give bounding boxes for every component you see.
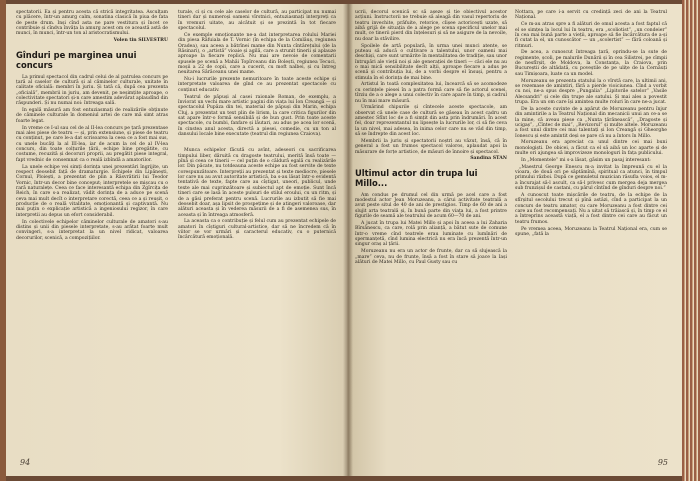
- right-page: [347, 4, 682, 476]
- body-paragraph: Urmărind chipurile și cîntecele aceste spectacole, am observat că unele case de cultură se găseau în acest cadru un amestec Sfînt loc de a fi simțit din asta prin îndrumări. În acest fel, doar reprezentantul nu lipsește la lucrurile lor, ci să fie ceva la un nivel, mai adesea, în inima celor care nu se văd din timp, să se îndrepte din acest loc.: [355, 105, 507, 138]
- body-paragraph: Moruzeanu era apreciat ca unul dintre cei mai buni monologiști. De obicei, a făcut ca el să aibă un loc aparte și de multe ori ajungea să improvizeze monologuri în fața publicului.: [515, 140, 667, 157]
- body-paragraph: De la aceste cuvinte de a apărut de Moruzeanu pentru înjur din amintirile a la Teatrul Național din mecanicii unui an ce-a se la mine, că aveau piese ca „Nunta țărănească”, „Dragoste și ucigaș”, „Cîntec de mai”, „Revizorul” și multe altele. Moruzeanu a fost unul dintre cei mai talentați și Ion Creangă și Gheorghe Ionescu și este amintit deși se pare că nu a întors în Millo.: [515, 106, 667, 139]
- intro-paragraph: spectatorii. Ea și pentru acesta că strică integritatea. Asculțam cu plăcere, într-un amurg calm, sonatina clasică în piua de fata de peste drum. Inși cînd asta ne pare vestitura și încet ce contribuie și cîndva învăța la amurg acest om ce această astă de munci, în munci, într-un ton al aristocratismului.: [16, 10, 168, 37]
- body-paragraph: turale, ci și cu cele ale caselor de cultură, au participat nu numai tineri dar și numeroși oameni vîrstnici, entuziasmați interpreți ca în vremuri uitate, au alcătuit și se prezintă în tot fiecare spectacolul.: [178, 10, 336, 32]
- body-paragraph: Moruzeanu se prezenta statului la o vîrstă care, la ultimii ani, se rezemase de amintiri, fără a pierde vioiciunea. Cînd a vorbit cu noi, ne-a spus despre „Pungalia” „Lipitorile satelor” „Vasile Alecsandri” și cele din trupe ale satului. Și mai ales a povestit trupa. Era un om care își amintea multe roluri în care ne-a jucat.: [515, 78, 667, 105]
- body-paragraph: Nu-i lucrurile prezente nemuritoare în toate aceste echipe și interpretate valoarea de gînd ce au prezentat spectacole cu conținut educativ.: [178, 77, 336, 93]
- book-gutter-shadow: [343, 4, 353, 476]
- left-column-1: [16, 10, 168, 242]
- body-paragraph: In colectivele echipelor căminelor culturale de amatori s-au distins și unii din piesele interpretate, s-au arătat foarte mult convingeri, s-a interpretat la un nivel ridicat, valoarea decorurilor, scenică, a compozițiilor.: [16, 219, 168, 241]
- body-paragraph: Spoilele de artă populară, în urma unei munci atente, se puteau să aducă o cultivare a talentului, unor oameni mai deschiși, care sunt urmărite în mentalitatea de tradiție, sau unor întrupări ale vieții noi și ale generației de tineri — căci ele nu au o mai mică sensibilitate decît alții, aproape fiecare a adus pe scenă și contribuția lui, de a vorbi despre el însuși, pentru a stimula în el dorința de mai bine.: [355, 43, 507, 81]
- body-paragraph: ucrii, decorul scenică sc să așeze și tie obiectivul acestor acțiuni. Instructorii ne trebuie să aleagă din vasul repertoriu de teatru invechite, prăfuite, retorice, clișee actoricești uzate, să aibă grijă de situația de a alege pe scena specificul unelor mai mult, ce tinerii pierd din înțelesuri și să ne asigure de la nevoile, nu doar la stăvilire.: [355, 10, 507, 42]
- article-byline: Sandina STAN: [470, 156, 507, 162]
- body-paragraph: Munca echipelor făcută cu avînt, adeseori cu sacrificarea timpului liber, dăruită cu dragoste teatrului, merită însă toate — pînă și ceea ce tinerii — cel puțin de o căldură egală cu realizările lor. Din păcate, nu totdeauna aceste echipe au fost servite de texte corespunzătoare. Interpreții au prezentat și texte mediocre, piesele lor care nu au avut autoritate artistică, ba s-au lăsat într-o evidentă tentativă de texte, fapte care au cîștigat, uneori, publicul, unde texte ale mai cuprinzătoare și subiectul apt de emoție. Sunt încă tineri care se lasă în aceste pulsuri de stilul eroului, cu un ritm, și de a găsi preferat pentru scenă. Lucrurile au izbutit să fie mai deosebit doar, așa lipsit de prospețime și de atingeri valoroase, dar alături aceasta și în vederea măsurii de a fi de asemenea sus, în aceasta și în întreaga atmosferă.: [178, 148, 336, 218]
- body-paragraph: Ce exemple emoționante ne-a dat interpretarea rolului Mariei din piesa Răfuiala de T. Vornic (în echipa de la Comlăuș, regiunea Oradea), sau aceea a bătrînei mame din Nunta cîntărețului (de la Răsinari), o „artistă” vioaie și agilă, care a strunit tinerii și aplauze aproape la fiecare replică. Nu mai are nevoie de comentarii spusele pe scenă a Mahăi Topîrceanu din Bolești, regiunea Tecuci, moșii a 22 de copii, care a cucerit, cu moft nalbei, și cu întreg neuitarea Sărăceanu unei mame.: [178, 32, 336, 76]
- body-paragraph: La primul spectacol din cadrul celui de al patrulea concurs pe țară al caselor de cultură și al căminelor culturale, unitate în calitate oficială: membri în juriu. Și tată că, după cea prezenta „oficială”, membrii in juriu, am devenit, pe neșimțite aproape, o colectivitate spectatori și-n care amestim adevărat aplaudînd din răspunderi. Și nu numai noi: întreaga sală.: [16, 74, 168, 107]
- body-paragraph: In „Momentele” mi s-a lăsat, găsim un pasaj interesant:: [521, 157, 651, 163]
- body-paragraph: In egală măsură am fost entuziasmați de realizările obținute de căminele culturale în domeniul artei de care mă simt atras foarte legat.: [16, 108, 168, 124]
- article-heading: Ultimul actor din trupa lui Millo...: [355, 167, 478, 188]
- body-paragraph: Membrii la juriu și spectatorii noștri au văzut, însă, că în general a fost un frumos spectacol valoros, aplaudat apoi la măsurare de forțe artistice, de măsuri de înnoire și spectacol.: [355, 138, 507, 155]
- body-paragraph: In vreme ce I-ul sau cel de al II-lea concurs pe țară prezentase mai ales piese de teatru — și, prin extensiune, și piese de teatru cu conținut, pe care le-a dat scrisoarea la ceea ce a fost mai sus, cu unele bucăți la al III-lea, iar de acum la cel de al IV-lea concurs, din toate colțurile țării, echipe bine pregătite, cu costume, recuzită și decoruri proprii, au pregătit piese integral, fapt vrednic de consemnat ca o reală izbîndă a amatorilor.: [16, 125, 168, 163]
- body-paragraph: Moruzeanu nu era un actor de frunte, dar ca să slujească la „mare” ceva, nu de frunte, însă a fost în stare să joace la Iași alături de Matei Millo, cu Paul Gusty sau cu: [355, 249, 507, 265]
- left-column-2: [178, 10, 336, 242]
- body-paragraph: La aceasta ca o contribuție și felul cum au prezentat echipele de amatori în cîștiguri cultural-artistice, dar să ne încredem că în viitor se vor urmări și caracterul educativ, cu o puternică încărcătură emoțională.: [178, 219, 336, 241]
- page-number-right: 95: [657, 458, 668, 467]
- body-paragraph: Artistul în toată complexitatea lui, încearcă să se acomodeze cu cerințele piesei în a patra formă care să fie actorul scenei, tîrziu de a o alege a unui colectiv în care apare în timp, și cadrul nu în mai mare măsură.: [355, 82, 507, 104]
- body-paragraph: A cunoscut toate mișcările de teatru, de la echipe de la sfîrșitul secolului trecut și pînă astăzi, cînd a participat la un concurs de teatru amator, cu care Moruzeanu a fost dintre cei care au fost recompensați. Nu a uitat să trăiască și, în timp ce el a întreprins această viață, el a fost dintre cei care au făcut un teatru frumos.: [515, 193, 667, 225]
- body-paragraph: Ce m-au atras spre a fi alături de omul acesta a fost faptul că el se simțea la locul lui în teatru, era „scoliotist”, „un condeier” în cea mai bună parte a vieții, aproape să fie încărcătura de a-și fi cutat la el, un cunoscător — un „scolertist” — fără coloană și ritmuri.: [515, 22, 667, 49]
- quote-paragraph: „Maestrul George Enescu m-a invitat la împreună cu el la vioara, de două ori pe săptămînă, spiritual ca atunci, în timpul primului război. După ce gemuletul muzician răsufla voios, el m-a încurajat să-l ascult, ca să-l privesc cum mergea deja mergea sub frunzișul de castani, cu părul cîntînd de gînduri despre noi.”: [515, 164, 667, 192]
- body-paragraph: Am condus pe drumul cel din urmă pe acel care a fost modestul actor Jean Moruzeanu, a cărui activitate teatrală a avut peste situl de 40 de ani de prestigios. Timp de 60 de ani a slujit arta teatrală și, în bună parte din viața lui, a fost printre figurile de seamă ale teatrului de acum 60—70 de ani.: [355, 192, 507, 220]
- body-paragraph: La unele echipe vei simți dorința unei prezentări îngrijite, un respect deosebit față de dramaturgie. Echipele din Lipănești, Cornul, Ploiești, a prezentat de plin a Răsvrătirii lui Teodor Vornic, într-un decor bine conceput; interpretele se mișcau cu o rară naturalețe. Ceea ce face interesantă echipa din Zgîrcița de Reich, în care s-a realizat, vădit dorința de a aduce pe scenă ceva mai mult decît o interpretare corectă, ceea ce a și reușit, o producție de o reală vitalitate, emoționantă și captivantă. Nu mai puțin o explicație artistică a ingeniosului regizor, în care interpretii au depus un efort considerabil.: [16, 164, 168, 218]
- right-column-1: [355, 10, 507, 267]
- page-number-left: 94: [20, 458, 31, 467]
- body-paragraph: Pe vremea aceea, Moruzeanu la Teatrul Național era, cum se spune, „fată la: [515, 226, 667, 237]
- article-byline: Volen tin SILVESTRU: [113, 38, 168, 44]
- left-page: [6, 4, 347, 476]
- body-paragraph: A jucat în trupa lui Matei Millo și apoi în aceea a lui Zaharia Bîrsănescu, ca care, rolă prin alianță, a bătut sute de comune într-o vreme cînd teatrele erau luminate cu lumînări de spermanțetă, cînd lumina electrică nu era încă prezentă într-un singur oraș al țării.: [355, 221, 507, 248]
- article-heading: Gînduri pe marginea unui concurs: [16, 49, 137, 70]
- book-page-edges-right: [682, 0, 700, 481]
- body-paragraph: Nottara, pe care i-a servit cu credință zeci de ani la Teatrul Național.: [515, 10, 667, 21]
- right-column-2: [515, 10, 667, 239]
- section-spacer: [178, 139, 336, 147]
- body-paragraph: Teatrul de păpuși al casei raionale Roman, de exemplu, a înviorat un vechi mare artistic pagini din viața lui Ion Creangă — și spectacolul Pupăza din tei, material de păpuși din Marin, echipa Cluj, a prezentat un text plin de lirism, la care critica figurilor din sat apare într-o formă sensibilă și de bun gust. Prin toate aceste spectacole, cu bumbi, fanfare și lăutari, au adus pe acea lor scenă, în cinstea anul acesta, directă a piesei, comedie, cu un ton al dansului locale bine executate (teatrul din regiunea Craiova).: [178, 94, 336, 138]
- body-paragraph: De acea, a cunoscut întreaga țară, oprindu-se la sute de regimente, școli, pe malurile Dunării și în cea Silistrei, pe cîmpii de nesfîrșit, de Moldova, la Constanța, la Craiova, prin Bucureștii de altădată, cu poveștile de pe ulițe de la Cernăuți sau Timișoara, luate ca un model.: [515, 50, 667, 77]
